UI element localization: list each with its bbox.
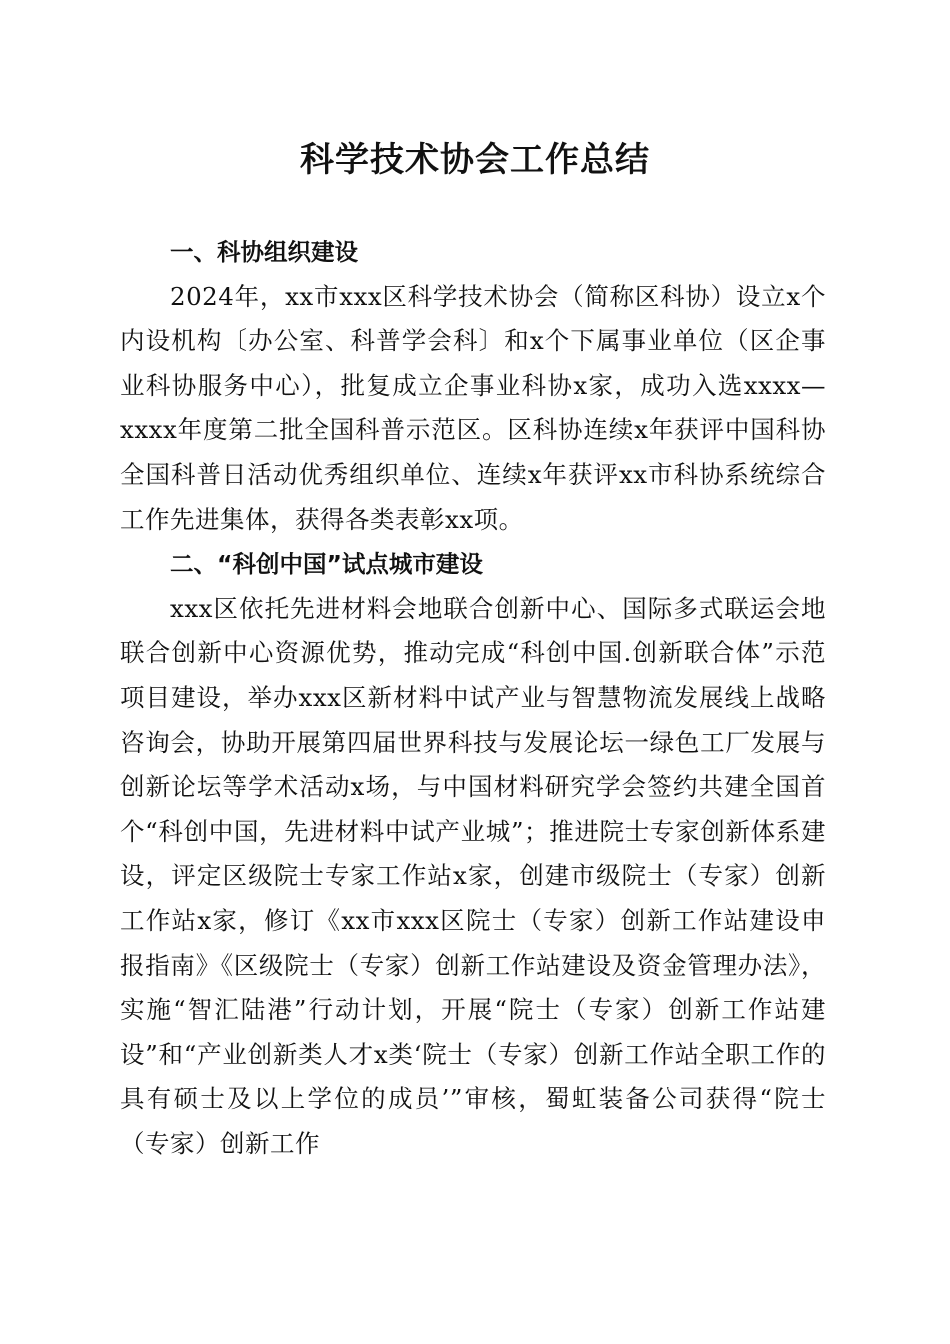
section-heading-pilot-city: 二、“科创中国”试点城市建设 — [170, 550, 483, 579]
document-title: 科学技术协会工作总结 — [300, 140, 650, 180]
section-paragraph-pilot-city: xxx区依托先进材料会地联合创新中心、国际多式联运会地联合创新中心资源优势，推动完成“科创中国.创新联合体”示范项目建设，举办xxx区新材料中试产业与智慧物流发展线上战略咨询会，协助开展第四届世界科技与发展论坛一绿色工厂发展与创新论坛等学术活动x场，与中国材料研究学会签约共建全国首个“科创中国，先进材料中试产业城”；推进院士专家创新体系建设，评定区级院士专家工作站x家，创建市级院士（专家）创新工作站x家，修订《xx市xxx区院士（专家）创新工作站建设申报指南》《区级院士（专家）创新工作站建设及资金管理办法》，实施“智汇陆港”行动计划，开展“院士（专家）创新工作站建设”和“产业创新类人才x类‘院士（专家）创新工作站全职工作的具有硕士及以上学位的成员’”审核，蜀虹装备公司获得“院士（专家）创新工作 — [120, 593, 826, 1158]
section-paragraph-organization: 2024年，xx市xxx区科学技术协会（简称区科协）设立x个内设机构〔办公室、科普学会科〕和x个下属事业单位（区企事业科协服务中心），批复成立企事业科协x家，成功入选xxxx—xxxx年度第二批全国科普示范区。区科协连续x年获评中国科协全国科普日活动优秀组织单位、连续x年获评xx市科协系统综合工作先进集体，获得各类表彰xx项。 — [120, 281, 826, 534]
document-body — [120, 230, 826, 1166]
section-heading-organization: 一、科协组织建设 — [170, 238, 358, 266]
